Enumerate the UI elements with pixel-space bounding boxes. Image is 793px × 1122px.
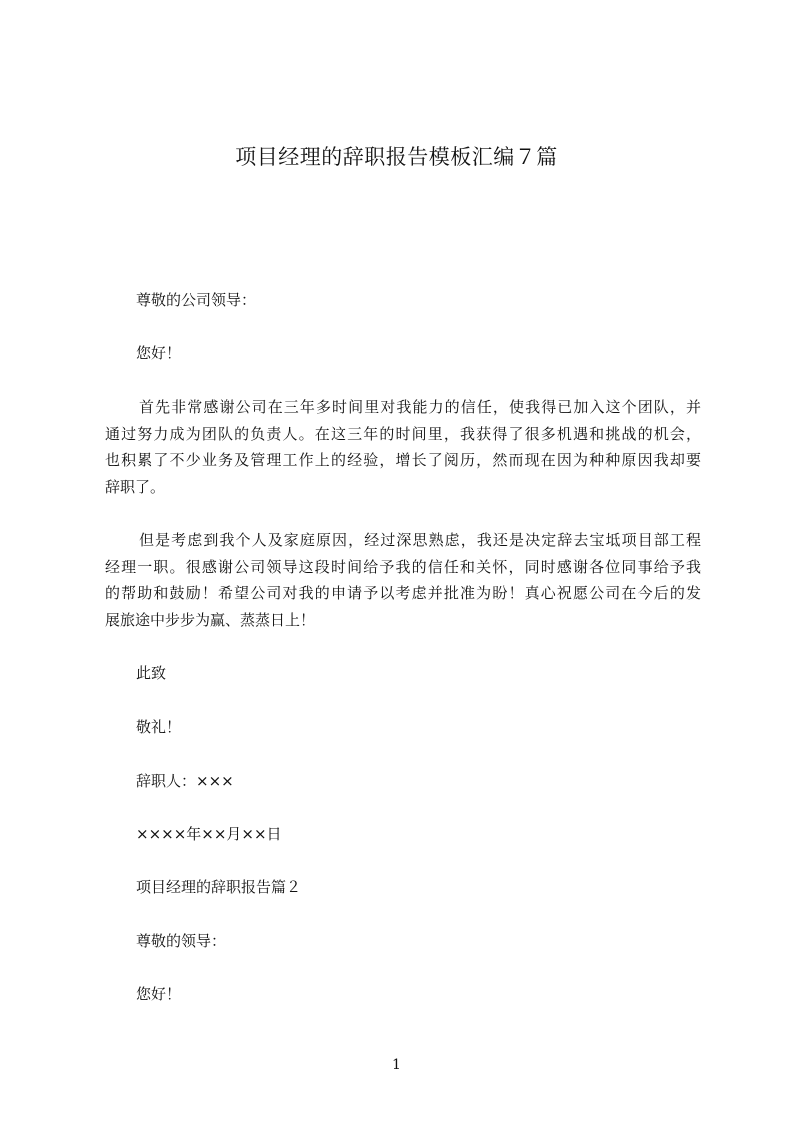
paragraph-2-line: 的帮助和鼓励！希望公司对我的申请予以考虑并批准为盼！真心祝愿公司在今后的发 (105, 584, 701, 603)
paragraph-2-line: 但是考虑到我个人及家庭原因，经过深思熟虑，我还是决定辞去宝坻项目部工程 (139, 531, 701, 549)
paragraph-2 (105, 527, 701, 634)
closing-ci-zhi: 此致 (136, 664, 167, 682)
signature: 辞职人：××× (136, 772, 234, 790)
section-2-greeting: 您好！ (136, 985, 182, 1003)
date-line: ××××年××月××日 (136, 825, 282, 843)
paragraph-1-line: 辞职了。 (105, 478, 166, 497)
paragraph-1-line: 通过努力成为团队的负责人。在这三年的时间里，我获得了很多机遇和挑战的机会， (105, 424, 701, 443)
greeting: 您好！ (136, 344, 182, 362)
closing-jing-li: 敬礼！ (136, 718, 182, 736)
paragraph-1 (105, 394, 701, 501)
section-2-heading: 项目经理的辞职报告篇２ (136, 878, 302, 896)
paragraph-2-line: 展旅途中步步为赢、蒸蒸日上！ (105, 611, 316, 630)
document-title: 项目经理的辞职报告模板汇编７篇 (235, 145, 558, 169)
paragraph-2-line: 经理一职。很感谢公司领导这段时间给予我的信任和关怀，同时感谢各位同事给予我 (105, 557, 701, 576)
salutation: 尊敬的公司领导： (136, 291, 257, 309)
paragraph-1-line: 首先非常感谢公司在三年多时间里对我能力的信任，使我得已加入这个团队，并 (139, 398, 701, 416)
paragraph-1-line: 也积累了不少业务及管理工作上的经验，增长了阅历，然而现在因为种种原因我却要 (105, 451, 701, 470)
section-2-salutation: 尊敬的领导： (136, 932, 227, 950)
page-number: 1 (392, 1057, 401, 1073)
